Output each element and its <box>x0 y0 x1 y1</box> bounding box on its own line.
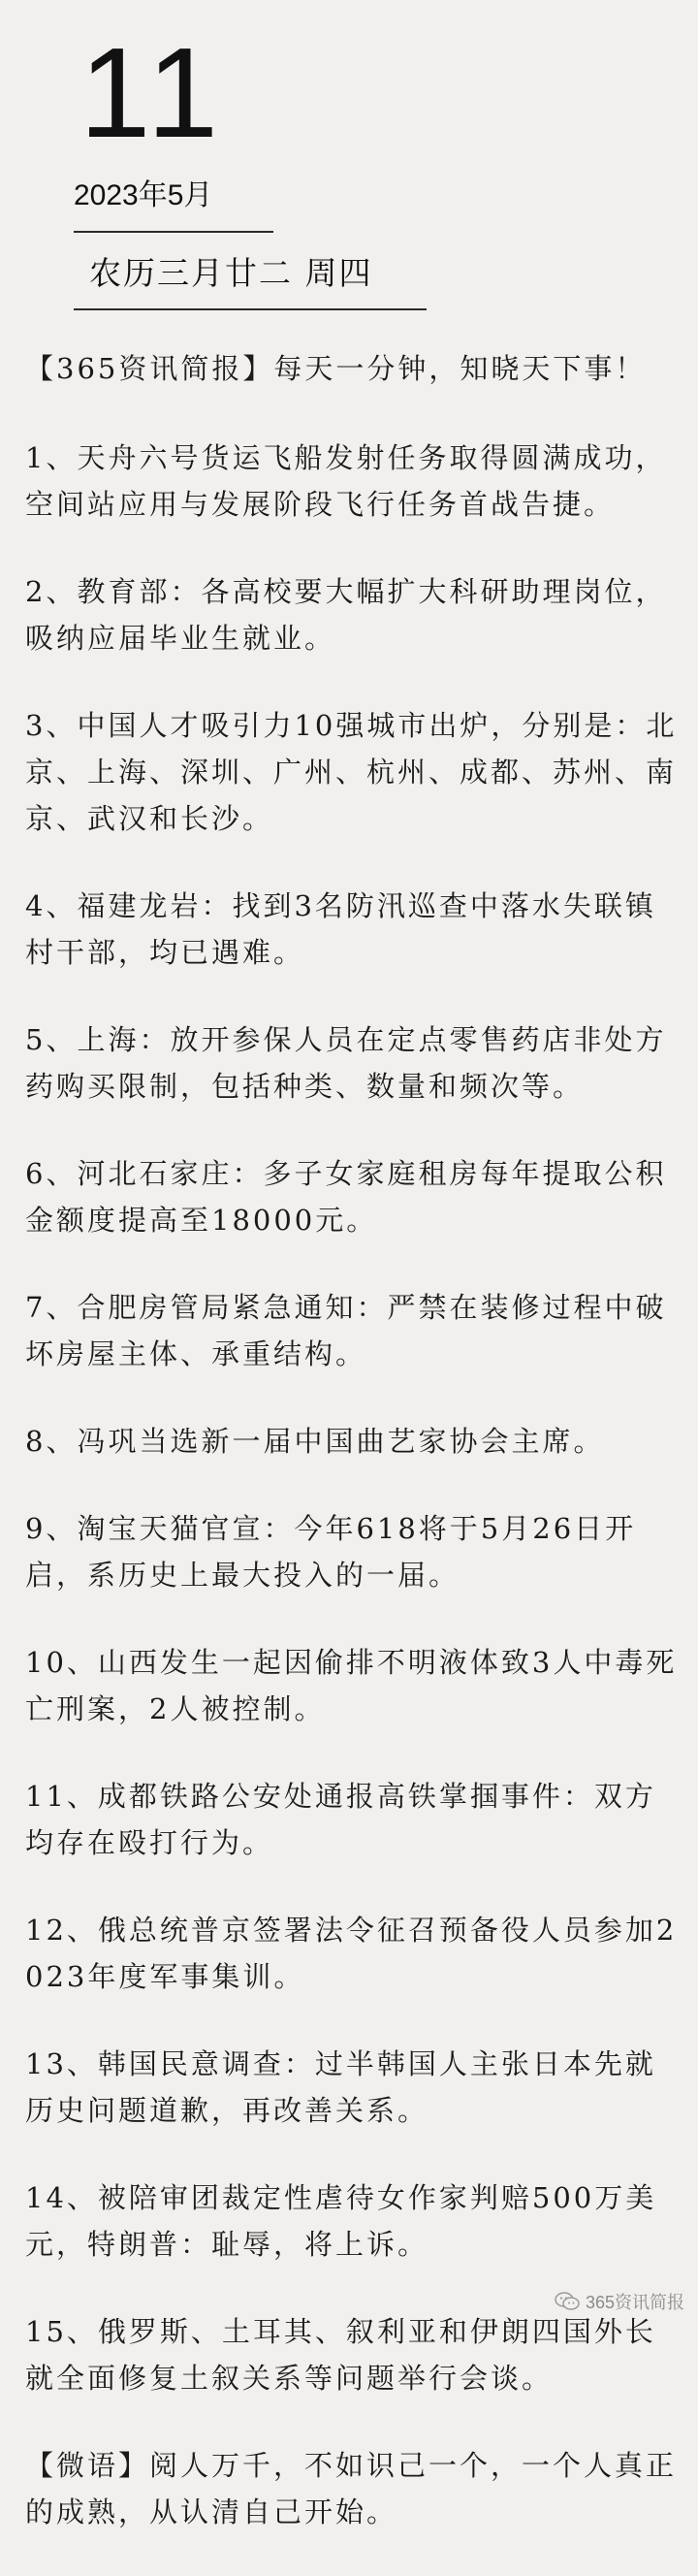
divider-long <box>74 308 427 310</box>
news-item-10: 10、山西发生一起因偷排不明液体致3人中毒死亡刑案，2人被控制。 <box>25 1646 678 1725</box>
news-item-6: 6、河北石家庄：多子女家庭租房每年提取公积金额度提高至18000元。 <box>25 1157 667 1237</box>
news-item-14: 14、被陪审团裁定性虐待女作家判赔500万美元，特朗普：耻辱，将上诉。 <box>25 2181 657 2261</box>
divider-short <box>74 231 273 233</box>
news-item-15: 15、俄罗斯、土耳其、叙利亚和伊朗四国外长就全面修复土叙关系等问题举行会谈。 <box>25 2315 656 2395</box>
watermark-text: 365资讯简报 <box>585 2293 684 2312</box>
news-item-2: 2、教育部：各高校要大幅扩大科研助理岗位，吸纳应届毕业生就业。 <box>25 575 667 655</box>
news-item-13: 13、韩国民意调查：过半韩国人主张日本先就历史问题道歉，再改善关系。 <box>25 2047 656 2127</box>
news-item-11: 11、成都铁路公安处通报高铁掌掴事件：双方均存在殴打行为。 <box>25 1780 656 1859</box>
news-brief <box>25 345 679 2576</box>
news-item-12: 12、俄总统普京签署法令征召预备役人员参加2023年度军事集训。 <box>25 1914 678 1993</box>
proverb-line: 【微语】阅人万千，不如识己一个，一个人真正的成熟，从认清自己开始。 <box>25 2449 678 2528</box>
news-item-4: 4、福建龙岩：找到3名防汛巡查中落水失联镇村干部，均已遇难。 <box>25 889 656 969</box>
news-item-5: 5、上海：放开参保人员在定点零售药店非处方药购买限制，包括种类、数量和频次等。 <box>25 1023 667 1103</box>
intro-line: 【365资讯简报】每天一分钟，知晓天下事！ <box>25 352 647 385</box>
year-month: 2023年5月 <box>74 179 213 211</box>
day-number: 11 <box>79 21 225 164</box>
wechat-icon <box>555 2292 580 2311</box>
news-item-1: 1、天舟六号货运飞船发射任务取得圆满成功，空间站应用与发展阶段飞行任务首战告捷。 <box>25 441 667 521</box>
news-item-7: 7、合肥房管局紧急通知：严禁在装修过程中破坏房屋主体、承重结构。 <box>25 1291 667 1370</box>
news-item-3: 3、中国人才吸引力10强城市出炉，分别是：北京、上海、深圳、广州、杭州、成都、苏州、南京、武汉和长沙。 <box>25 709 678 835</box>
lunar-date: 农历三月廿二 周四 <box>89 254 373 292</box>
news-item-9: 9、淘宝天猫官宣：今年618将于5月26日开启，系历史上最大投入的一届。 <box>25 1512 637 1592</box>
watermark <box>555 2289 684 2314</box>
news-item-8: 8、冯巩当选新一届中国曲艺家协会主席。 <box>25 1425 605 1458</box>
